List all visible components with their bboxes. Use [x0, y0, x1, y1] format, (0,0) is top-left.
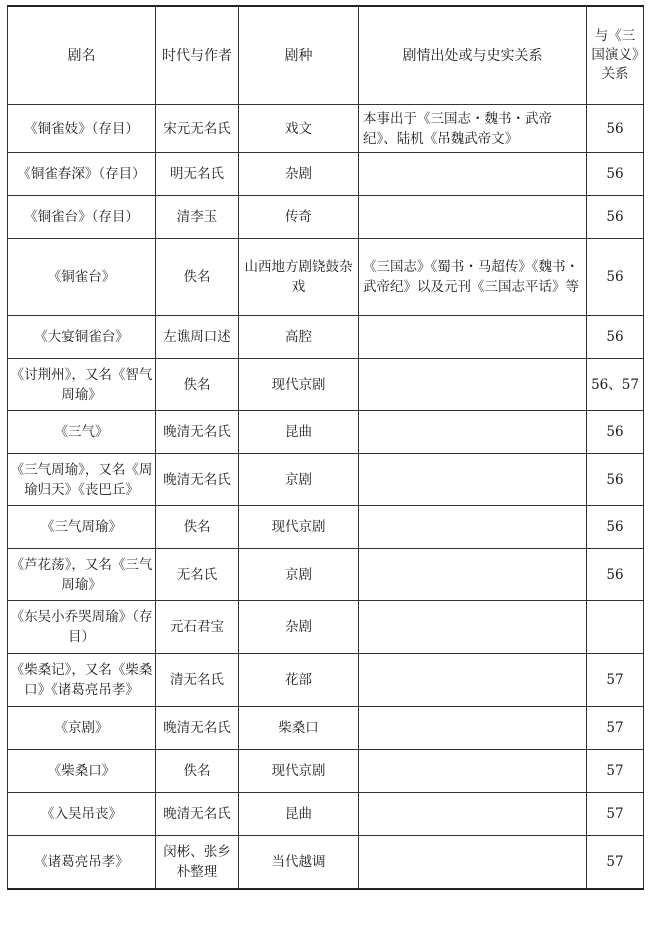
drama-name-cell: 《铜雀妓》（存目） [8, 105, 156, 153]
author-cell: 佚名 [156, 239, 239, 316]
table-row [8, 549, 644, 601]
source-cell [359, 359, 587, 411]
relation-cell: 56 [587, 506, 644, 549]
relation-cell: 56 [587, 549, 644, 601]
genre-cell: 现代京剧 [239, 506, 359, 549]
author-cell: 明无名氏 [156, 153, 239, 196]
source-cell [359, 549, 587, 601]
header-genre: 剧种 [239, 6, 359, 105]
author-cell: 晚清无名氏 [156, 793, 239, 836]
table-body [8, 105, 644, 889]
source-cell: 本事出于《三国志・魏书・武帝纪》、陆机《吊魏武帝文》 [359, 105, 587, 153]
relation-cell: 56 [587, 105, 644, 153]
source-cell [359, 601, 587, 654]
relation-cell: 56 [587, 411, 644, 454]
source-cell [359, 836, 587, 889]
source-cell [359, 750, 587, 793]
drama-name-cell: 《东吴小乔哭周瑜》（存目） [8, 601, 156, 654]
author-cell: 晚清无名氏 [156, 707, 239, 750]
author-cell: 宋元无名氏 [156, 105, 239, 153]
relation-cell: 57 [587, 836, 644, 889]
genre-cell: 传奇 [239, 196, 359, 239]
source-cell [359, 411, 587, 454]
table-row [8, 359, 644, 411]
drama-name-cell: 《铜雀台》 [8, 239, 156, 316]
source-cell [359, 316, 587, 359]
drama-name-cell: 《三气》 [8, 411, 156, 454]
header-relation: 与《三国演义》关系 [587, 6, 644, 105]
table-row [8, 316, 644, 359]
source-cell [359, 454, 587, 506]
drama-name-cell: 《三气周瑜》，又名《周瑜归天》《丧巴丘》 [8, 454, 156, 506]
table-row [8, 793, 644, 836]
author-cell: 晚清无名氏 [156, 411, 239, 454]
drama-table [7, 5, 644, 890]
author-cell: 佚名 [156, 750, 239, 793]
header-author: 时代与作者 [156, 6, 239, 105]
table-row [8, 196, 644, 239]
table-row [8, 454, 644, 506]
table-row [8, 411, 644, 454]
genre-cell: 京剧 [239, 549, 359, 601]
relation-cell: 57 [587, 750, 644, 793]
table-row [8, 707, 644, 750]
table-row [8, 750, 644, 793]
table-row [8, 836, 644, 889]
drama-name-cell: 《讨荆州》，又名《智气周瑜》 [8, 359, 156, 411]
source-cell [359, 153, 587, 196]
source-cell [359, 196, 587, 239]
source-cell: 《三国志》《蜀书・马超传》《魏书・武帝纪》以及元刊《三国志平话》等 [359, 239, 587, 316]
table-row [8, 506, 644, 549]
genre-cell: 柴桑口 [239, 707, 359, 750]
genre-cell: 京剧 [239, 454, 359, 506]
genre-cell: 昆曲 [239, 411, 359, 454]
relation-cell: 56 [587, 454, 644, 506]
drama-name-cell: 《诸葛亮吊孝》 [8, 836, 156, 889]
source-cell [359, 793, 587, 836]
genre-cell: 高腔 [239, 316, 359, 359]
table-row [8, 153, 644, 196]
drama-name-cell: 《入吴吊丧》 [8, 793, 156, 836]
genre-cell: 花部 [239, 654, 359, 707]
relation-cell: 56 [587, 239, 644, 316]
author-cell: 清无名氏 [156, 654, 239, 707]
source-cell [359, 707, 587, 750]
table-row [8, 654, 644, 707]
relation-cell: 56 [587, 316, 644, 359]
source-cell [359, 654, 587, 707]
author-cell: 佚名 [156, 506, 239, 549]
relation-cell: 57 [587, 707, 644, 750]
genre-cell: 戏文 [239, 105, 359, 153]
header-row [8, 6, 644, 105]
drama-name-cell: 《京剧》 [8, 707, 156, 750]
drama-name-cell: 《大宴铜雀台》 [8, 316, 156, 359]
drama-table-wrapper [7, 5, 643, 890]
relation-cell: 56 [587, 196, 644, 239]
genre-cell: 现代京剧 [239, 359, 359, 411]
relation-cell: 57 [587, 654, 644, 707]
author-cell: 晚清无名氏 [156, 454, 239, 506]
author-cell: 清李玉 [156, 196, 239, 239]
genre-cell: 当代越调 [239, 836, 359, 889]
genre-cell: 现代京剧 [239, 750, 359, 793]
header-name: 剧名 [8, 6, 156, 105]
table-row [8, 601, 644, 654]
author-cell: 佚名 [156, 359, 239, 411]
genre-cell: 昆曲 [239, 793, 359, 836]
header-source: 剧情出处或与史实关系 [359, 6, 587, 105]
genre-cell: 山西地方剧铙鼓杂戏 [239, 239, 359, 316]
drama-name-cell: 《柴桑记》，又名《柴桑口》《诸葛亮吊孝》 [8, 654, 156, 707]
relation-cell: 57 [587, 793, 644, 836]
source-cell [359, 506, 587, 549]
table-row [8, 239, 644, 316]
drama-name-cell: 《铜雀台》（存目） [8, 196, 156, 239]
table-row [8, 105, 644, 153]
relation-cell: 56 [587, 153, 644, 196]
author-cell: 无名氏 [156, 549, 239, 601]
author-cell: 元石君宝 [156, 601, 239, 654]
drama-name-cell: 《三气周瑜》 [8, 506, 156, 549]
relation-cell: 56、57 [587, 359, 644, 411]
author-cell: 闵彬、张乡朴整理 [156, 836, 239, 889]
drama-name-cell: 《柴桑口》 [8, 750, 156, 793]
drama-name-cell: 《芦花荡》，又名《三气周瑜》 [8, 549, 156, 601]
author-cell: 左谯周口述 [156, 316, 239, 359]
genre-cell: 杂剧 [239, 601, 359, 654]
genre-cell: 杂剧 [239, 153, 359, 196]
relation-cell [587, 601, 644, 654]
drama-name-cell: 《铜雀春深》（存目） [8, 153, 156, 196]
